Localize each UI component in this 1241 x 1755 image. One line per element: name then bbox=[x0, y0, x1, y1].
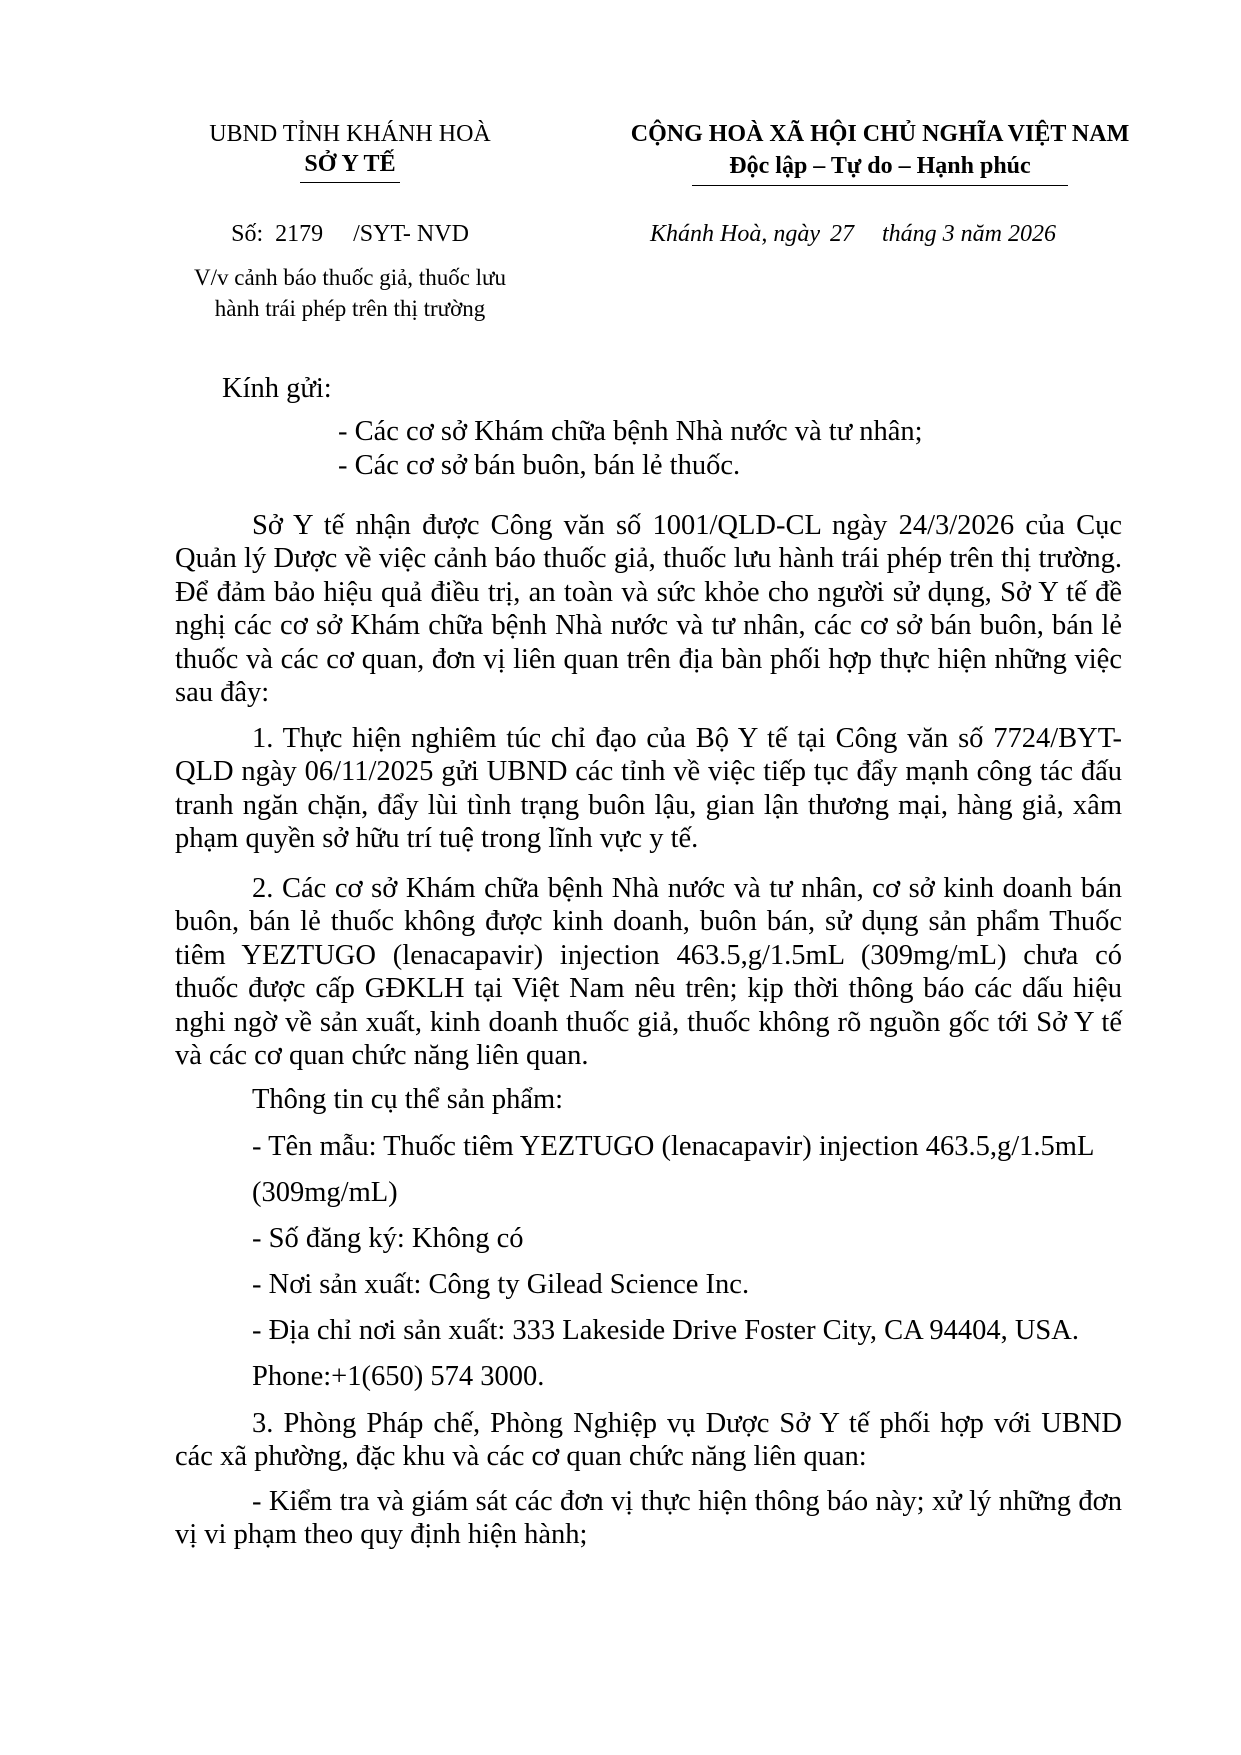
national-motto: Độc lập – Tự do – Hạnh phúc bbox=[729, 153, 1031, 179]
product-registration: - Số đăng ký: Không có bbox=[252, 1223, 524, 1254]
product-heading: Thông tin cụ thể sản phẩm: bbox=[252, 1084, 564, 1115]
date-place: Khánh Hoà, ngày bbox=[650, 221, 820, 247]
subject-line-2: hành trái phép trên thị trường bbox=[214, 296, 486, 321]
recipient-item: - Các cơ sở bán buôn, bán lẻ thuốc. bbox=[338, 450, 741, 481]
agency-parent: UBND TỈNH KHÁNH HOÀ bbox=[209, 121, 491, 147]
issue-date bbox=[650, 218, 1056, 250]
number-value: 2179 bbox=[275, 221, 324, 247]
product-phone: Phone:+1(650) 574 3000. bbox=[252, 1361, 545, 1392]
recipient-item: - Các cơ sở Khám chữa bệnh Nhà nước và tư nhân; bbox=[338, 416, 923, 447]
motto-underline bbox=[692, 185, 1068, 186]
product-concentration: (309mg/mL) bbox=[252, 1177, 398, 1208]
product-address: - Địa chỉ nơi sản xuất: 333 Lakeside Drive Foster City, CA 94404, USA. bbox=[252, 1315, 1079, 1346]
number-label: Số: bbox=[231, 221, 264, 247]
intro-paragraph: Sở Y tế nhận được Công văn số 1001/QLD-CL ngày 24/3/2026 của Cục Quản lý Dược về việc cảnh báo thuốc giả, thuốc lưu hành trái phép trên thị trường. Để đảm bảo hiệu quả điều trị, an toàn và sức khỏe cho người sử dụng, Sở Y tế đề nghị các cơ sở Khám chữa bệnh Nhà nước và tư nhân, các cơ sở bán buôn, bán lẻ thuốc và các cơ quan, đơn vị liên quan trên địa bàn phối hợp thực hiện những việc sau đây: bbox=[175, 510, 1122, 709]
agency-name: SỞ Y TẾ bbox=[304, 151, 396, 177]
date-day: 27 bbox=[830, 221, 854, 247]
republic-title: CỘNG HOÀ XÃ HỘI CHỦ NGHĨA VIỆT NAM bbox=[630, 121, 1130, 147]
number-suffix: /SYT- NVD bbox=[353, 221, 469, 247]
product-manufacturer: - Nơi sản xuất: Công ty Gilead Science Inc. bbox=[252, 1269, 750, 1300]
agency-underline bbox=[300, 182, 400, 183]
subject-line-1: V/v cảnh báo thuốc giả, thuốc lưu bbox=[193, 265, 507, 290]
date-month-year: tháng 3 năm 2026 bbox=[882, 221, 1056, 247]
document-number bbox=[150, 218, 550, 250]
recipients-label: Kính gửi: bbox=[222, 373, 332, 404]
item-1-paragraph: 1. Thực hiện nghiêm túc chỉ đạo của Bộ Y tế tại Công văn số 7724/BYT-QLD ngày 06/11/2025 gửi UBND các tỉnh về việc tiếp tục đẩy mạnh công tác đấu tranh ngăn chặn, đẩy lùi tình trạng buôn lậu, gian lận thương mại, hàng giả, xâm phạm quyền sở hữu trí tuệ trong lĩnh vực y tế. bbox=[175, 723, 1122, 855]
item-2-paragraph: 2. Các cơ sở Khám chữa bệnh Nhà nước và tư nhân, cơ sở kinh doanh bán buôn, bán lẻ thuốc không được kinh doanh, buôn bán, sử dụng sản phẩm Thuốc tiêm YEZTUGO (lenacapavir) injection 463.5,g/1.5mL (309mg/mL) chưa có thuốc được cấp GĐKLH tại Việt Nam nêu trên; kịp thời thông báo các dấu hiệu nghi ngờ về sản xuất, kinh doanh thuốc giả, thuốc không rõ nguồn gốc tới Sở Y tế và các cơ quan chức năng liên quan. bbox=[175, 873, 1122, 1072]
item-3-sub-1: - Kiểm tra và giám sát các đơn vị thực hiện thông báo này; xử lý những đơn vị vi phạm theo quy định hiện hành; bbox=[175, 1486, 1122, 1551]
product-name: - Tên mẫu: Thuốc tiêm YEZTUGO (lenacapavir) injection 463.5,g/1.5mL bbox=[252, 1131, 1095, 1162]
item-3-paragraph: 3. Phòng Pháp chế, Phòng Nghiệp vụ Dược Sở Y tế phối hợp với UBND các xã phường, đặc khu và các cơ quan chức năng liên quan: bbox=[175, 1408, 1122, 1473]
